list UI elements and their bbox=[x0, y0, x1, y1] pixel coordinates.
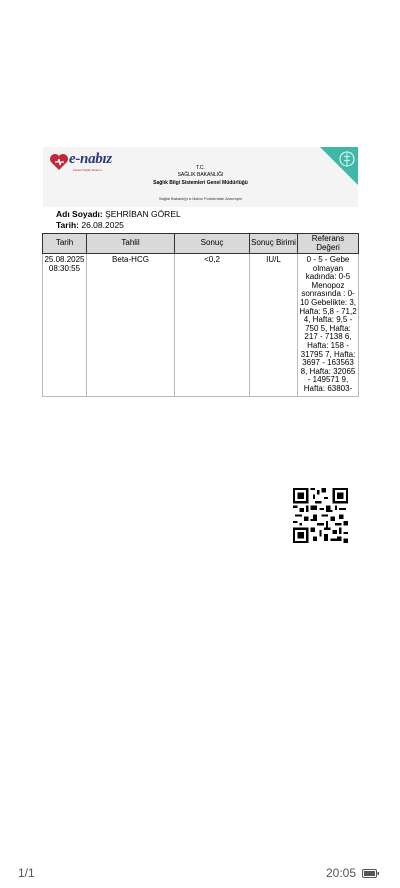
column-header-unit: Sonuç Birimi bbox=[250, 234, 298, 254]
patient-name-value: ŞEHRİBAN GÖREL bbox=[105, 209, 181, 219]
qr-code-icon bbox=[293, 488, 348, 543]
report-date-label: Tarih: bbox=[56, 220, 79, 230]
header-tc: T.C. bbox=[196, 165, 205, 171]
report-header bbox=[43, 147, 358, 207]
page-indicator: 1/1 bbox=[18, 866, 35, 880]
patient-name bbox=[56, 209, 181, 219]
results-table bbox=[42, 233, 359, 397]
header-directorate: Sağlık Bilgi Sistemleri Genel Müdürlüğü bbox=[153, 180, 248, 186]
header-ministry: SAĞLIK BAKANLIĞI bbox=[177, 172, 224, 178]
ministry-emblem-icon bbox=[320, 147, 358, 185]
cell-test: Beta-HCG bbox=[87, 254, 175, 397]
cell-reference: 0 - 5 - Gebe olmayan kadında: 0-5 Menopoz sonrasında : 0-10 Gebelikte: 3, Hafta: 5,8 - 71,2 4, Hafta: 9,5 - 750 5, Hafta: 217 - 7138 6, Hafta: 158 - 31795 7, Hafta: 3697 - 163563 8, Hafta: 32065 - 149571 9, Hafta: 63803- bbox=[298, 254, 359, 397]
column-header-test: Tahlil bbox=[87, 234, 175, 254]
report-date-value: 26.08.2025 bbox=[81, 220, 124, 230]
cell-unit: IU/L bbox=[250, 254, 298, 397]
logo-subtitle: Kişisel Sağlık Sistemi bbox=[73, 168, 102, 172]
column-header-reference: Referans Değeri bbox=[298, 234, 359, 254]
patient-name-label: Adı Soyadı: bbox=[56, 209, 103, 219]
cell-result: <0,2 bbox=[175, 254, 250, 397]
report-date bbox=[56, 220, 124, 230]
battery-icon bbox=[362, 869, 380, 878]
column-header-date: Tarih bbox=[43, 234, 87, 254]
logo-text: e-nabız bbox=[69, 151, 112, 167]
table-header-row bbox=[43, 234, 359, 254]
table-row bbox=[43, 254, 359, 397]
header-source-note: Sağlık Bakanlığı e-Nabız Portalından Alınmıştır bbox=[158, 196, 243, 201]
cell-date: 25.08.2025 08:30:55 bbox=[43, 254, 87, 397]
column-header-result: Sonuç bbox=[175, 234, 250, 254]
status-time: 20:05 bbox=[326, 866, 357, 880]
